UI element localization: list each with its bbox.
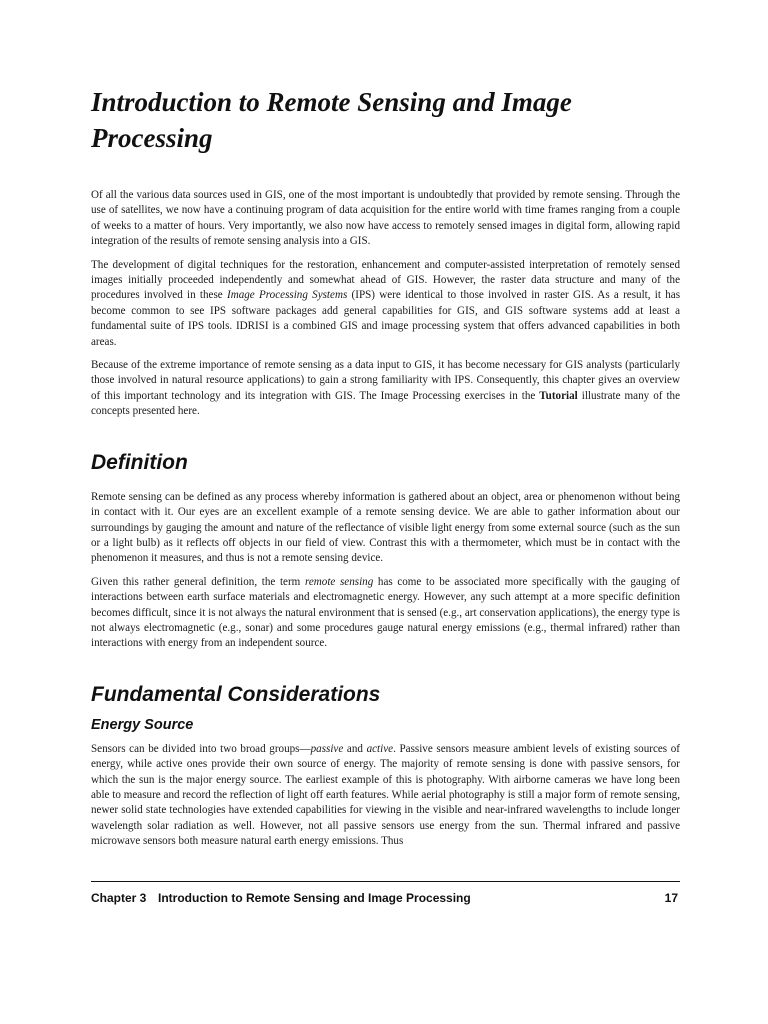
text-run: has come to be associated more specifically with the gauging of interactions between earth surface materials and electromagnetic energy. However, any such attempt at a more specific definition becomes difficult, since it is not always the natural environment that is sensed (e.g., art conservation applications), the energy type is not always electromagnetic (e.g., sonar) and some procedures gauge natural energy emissions (e.g., thermal infrared) rather than interactions with energy from an independent source.: [91, 575, 680, 650]
document-title: Introduction to Remote Sensing and Image Processing: [91, 87, 572, 153]
body-content: [91, 188, 680, 858]
definition-paragraph-1: Remote sensing can be defined as any process whereby information is gathered about an object, area or phenomenon without being in contact with it. Our eyes are an excellent example of a remote sensing device. We are able to gather information about our surroundings by gauging the amount and nature of the reflectance of visible light energy from some external source (such as the sun or a light bulb) as it reflects off objects in our field of view. Contrast this with a thermometer, which must be in contact with the phenomenon it measures, and thus is not a remote sensing device.: [91, 490, 680, 565]
text-run: Sensors can be divided into two broad groups—: [91, 742, 311, 755]
text-run: illustrate many of the concepts presented here.: [91, 389, 680, 418]
text-run: The development of digital techniques for the restoration, enhancement and computer-assisted interpretation of remotely sensed images initially proceeded independently and somewhat ahead of GIS. However, the raster data structure and many of the procedures involved in these: [91, 258, 680, 302]
text-run: Given this rather general definition, the term: [91, 575, 305, 588]
section-heading-definition: Definition: [91, 450, 188, 474]
emphasis-term: Image Processing Systems: [227, 289, 348, 302]
bold-term: Tutorial: [539, 389, 578, 402]
text-run: and: [343, 742, 367, 755]
emphasis-term: remote sensing: [304, 575, 374, 588]
intro-paragraph-2: [91, 258, 680, 350]
section-heading-fundamentals: Fundamental Considerations: [91, 682, 381, 706]
emphasis-term: passive: [310, 742, 344, 755]
subsection-heading-energy-source: Energy Source: [91, 716, 194, 733]
energy-source-paragraph: [91, 742, 680, 850]
definition-paragraph-2: [91, 575, 680, 652]
text-run: Because of the extreme importance of remote sensing as a data input to GIS, it has become necessary for GIS analysts (particularly those involved in natural resource applications) to gain a strong familiarity with IPS. Consequently, this chapter gives an overview of this important technology and its integration with GIS. The Image Processing exercises in the: [91, 359, 680, 402]
intro-paragraph-3: [91, 358, 680, 420]
intro-paragraph-1: Of all the various data sources used in GIS, one of the most important is undoubtedly that provided by remote sensing. Through the use of satellites, we now have a continuing program of data acquisition for the entire world with time frames ranging from a couple of weeks to a matter of hours. Very importantly, we also now have access to remotely sensed images in digital form, allowing rapid integration of the results of remote sensing analysis into a GIS.: [91, 189, 680, 248]
footer-chapter-label: Chapter 3: [91, 891, 147, 905]
footer-chapter-title: Introduction to Remote Sensing and Image Processing: [158, 891, 471, 905]
footer-rule: [91, 881, 680, 882]
document-page: [91, 0, 680, 1024]
page-number: 17: [664, 891, 678, 905]
emphasis-term: active: [366, 742, 394, 755]
text-run: (IPS) were identical to those involved in raster GIS. As a result, it has become common to see IPS software packages add general capabilities for GIS, and GIS software systems add at least a fundamental suite of IPS tools. IDRISI is a combined GIS and image processing system that offers advanced capabilities in both areas.: [91, 289, 681, 348]
text-run: . Passive sensors measure ambient levels of existing sources of energy, while active ones provide their own source of energy. The majority of remote sensing is done with passive sensors, for which the sun is the major energy source. The earliest example of this is photography. With airborne cameras we have long been able to measure and record the reflection of light off earth features. While aerial photography is still a major form of remote sensing, newer solid state technologies have extended capabilities for viewing in the visible and near-infrared wavelengths to include longer wavelength solar radiation as well. However, not all passive sensors use energy from the sun. Thermal infrared and passive microwave sensors both measure natural earth energy emissions. Thus: [91, 742, 680, 848]
